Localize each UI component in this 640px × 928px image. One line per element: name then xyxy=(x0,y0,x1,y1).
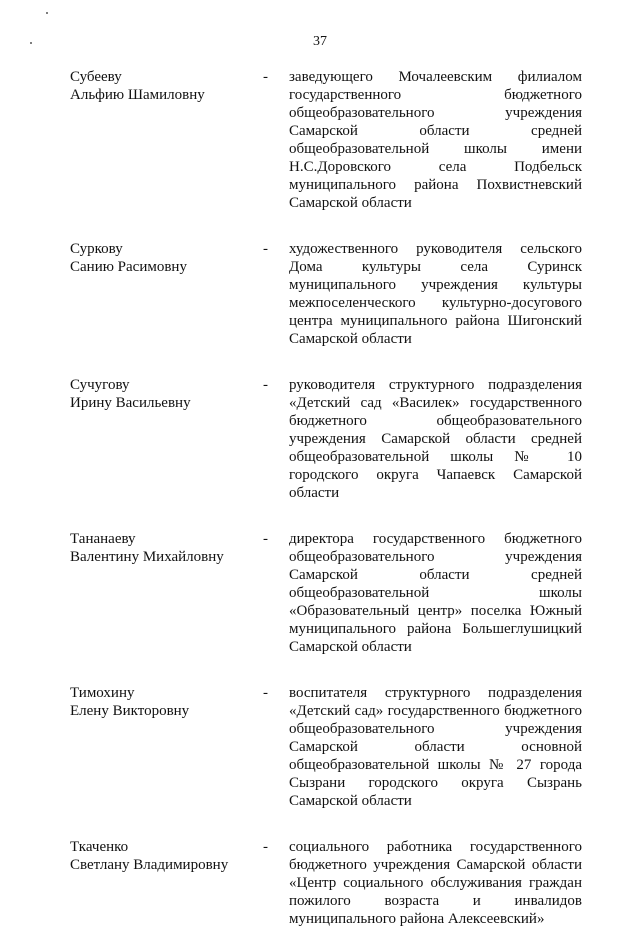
position-description: художественного руководителя сельского Дома культуры села Суринск муниципального учреждения культуры межпоселенческого культурно-досугового центра муниципального района Шигонский Самарской области xyxy=(289,241,582,347)
surname: Субееву xyxy=(70,69,122,85)
dash-separator: - xyxy=(263,685,268,701)
person-name xyxy=(70,376,263,412)
given-name: Альфию Шамиловну xyxy=(70,87,205,103)
appointee-entry xyxy=(70,684,582,810)
given-name: Светлану Владимировну xyxy=(70,857,229,873)
person-name xyxy=(70,838,263,874)
dash-separator: - xyxy=(263,531,268,547)
position-description: директора государственного бюджетного общеобразовательного учреждения Самарской области средней общеобразовательной школы «Образовательный центр» поселка Южный муниципального района Большеглушицкий Самарской области xyxy=(289,531,582,655)
person-name xyxy=(70,240,263,276)
person-name xyxy=(70,530,263,566)
person-name xyxy=(70,684,263,720)
given-name: Санию Расимовну xyxy=(70,259,187,275)
dash-separator: - xyxy=(263,377,268,393)
appointee-entry xyxy=(70,68,582,212)
dash-separator: - xyxy=(263,241,268,257)
surname: Ткаченко xyxy=(70,839,129,855)
person-name xyxy=(70,68,263,104)
dash-separator: - xyxy=(263,69,268,85)
scan-speck xyxy=(46,12,48,14)
position-description: заведующего Мочалеевским филиалом государственного бюджетного общеобразовательного учреждения Самарской области средней общеобразовательной школы имени Н.С.Доровского села Подбельск муниципального района Похвистневский Самарской области xyxy=(289,69,582,211)
position-description: воспитателя структурного подразделения «Детский сад» государственного бюджетного общеобразовательного учреждения Самарской области основной общеобразовательной школы № 27 города Сызрани городского округа Сызрань Самарской области xyxy=(289,685,582,809)
given-name: Ирину Васильевну xyxy=(70,395,191,411)
given-name: Валентину Михайловну xyxy=(70,549,224,565)
appointee-list xyxy=(70,64,582,928)
surname: Сучугову xyxy=(70,377,130,393)
position-description: руководителя структурного подразделения «Детский сад «Василек» государственного бюджетного общеобразовательного учреждения Самарской области средней общеобразовательной школы № 10 городского округа Чапаевск Самарской области xyxy=(289,377,582,501)
position-description: социального работника государственного бюджетного учреждения Самарской области «Центр социального обслуживания граждан пожилого возраста и инвалидов муниципального района Алексеевский» xyxy=(289,839,582,927)
surname: Тананаеву xyxy=(70,531,136,547)
given-name: Елену Викторовну xyxy=(70,703,190,719)
appointee-entry xyxy=(70,240,582,348)
appointee-entry xyxy=(70,376,582,502)
dash-separator: - xyxy=(263,839,268,855)
surname: Суркову xyxy=(70,241,123,257)
surname: Тимохину xyxy=(70,685,135,701)
page-number: 37 xyxy=(313,34,327,49)
appointee-entry xyxy=(70,838,582,928)
appointee-entry xyxy=(70,530,582,656)
